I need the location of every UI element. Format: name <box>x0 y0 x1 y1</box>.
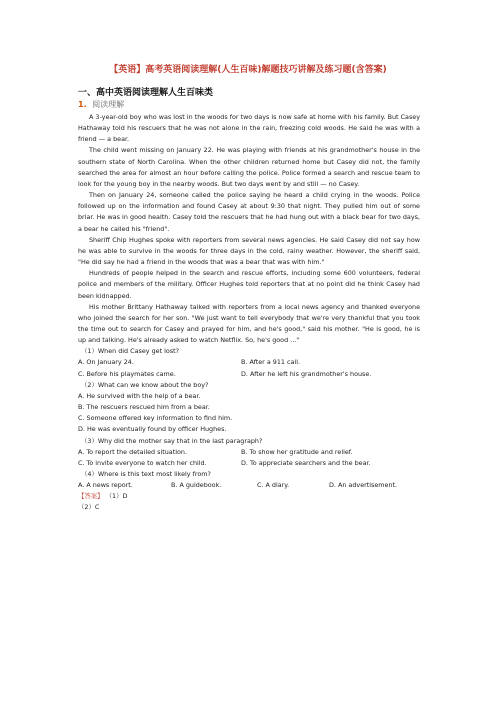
sub-label: 阅读理解 <box>92 100 125 109</box>
option: D. To appreciate searchers and the bear. <box>241 458 371 467</box>
section-heading: 一、高中英语阅读理解人生百味类 <box>78 88 214 98</box>
option: B. After a 911 call. <box>241 358 301 367</box>
option: B. The rescuers rescued him from a bear. <box>78 403 210 412</box>
paragraph: The child went missing on January 22. He was playing with friends at his grandmother's house in the southern state of North Carolina. When the other children returned home but Casey did not, the family searched the area for almost an hour before calling the police. Police formed a search and rescue team to look for the young boy in the nearby woods. But two days went by and still — no Casey. <box>78 146 420 188</box>
paragraph: Then on January 24, someone called the police saying he heard a child crying in the woods. Police followed up on the information and found Casey at about 9:30 that night. They pulled him out of some briar. He was in good health. Casey told the rescuers that he had hung out with a black bear for two days, a bear he called his "friend". <box>78 191 420 233</box>
question-stem: （4）Where is this text most likely from? <box>81 470 211 478</box>
option: D. He was eventually found by officer Hughes. <box>78 425 227 434</box>
passage-body <box>78 112 420 514</box>
option: C. Before his playmates came. <box>78 369 176 378</box>
answer-item: （1）D <box>105 492 128 501</box>
answer-line <box>78 502 420 513</box>
option: B. A guidebook. <box>171 481 222 490</box>
option-row <box>78 480 420 491</box>
option: C. To invite everyone to watch her child. <box>78 458 207 467</box>
option: D. After he left his grandmother's house. <box>241 369 372 378</box>
option: D. An advertisement. <box>329 481 398 490</box>
sub-heading <box>78 99 124 110</box>
question-stem: （3）Why did the mother say that in the last paragraph? <box>81 436 263 445</box>
option: A. A news report. <box>78 481 133 490</box>
option: C. A diary. <box>257 481 290 490</box>
document-title: 【英语】高考英语阅读理解(人生百味)解题技巧讲解及练习题(含答案) <box>109 65 387 75</box>
option-row <box>78 447 420 458</box>
answer-item: （2）C <box>78 503 100 512</box>
paragraph: His mother Brittany Hathaway talked with reporters from a local news agency and thanked everyone who joined the search for her son. "We just want to tell everybody that we're very thankful that you took the time out to search for Casey and prayed for him, and he's good," said his mother. "He is good, he is up and talking. He's already asked to watch Netflix. So, he's good ..." <box>78 302 420 345</box>
paragraph: Hundreds of people helped in the search and rescue efforts, including some 600 volunteers, federal police and members of the military. Officer Hughes told reporters that at no point did he think Casey had been kidnapped. <box>78 269 420 300</box>
answer-label: 【答案】 <box>78 492 104 501</box>
option-row <box>78 357 420 368</box>
option: A. He survived with the help of a bear. <box>78 391 201 400</box>
question-stem: （2）What can we know about the boy? <box>81 380 209 389</box>
option: B. To show her gratitude and relief. <box>241 447 353 456</box>
paragraph: Sheriff Chip Hughes spoke with reporters from several news agencies. He said Casey did not say how he was able to survive in the woods for three days in the cold, rainy weather. However, the sheriff said, "He did say he had a friend in the woods that was a bear that was with him." <box>78 235 420 267</box>
paragraph: A 3-year-old boy who was lost in the woods for two days is now safe at home with his family. But Casey Hathaway told his rescuers that he was not alone in the rain, freezing cold woods. He said he was with a friend — a bear. <box>78 113 420 144</box>
question-stem: （1）When did Casey get lost? <box>81 347 180 356</box>
option: C. Someone offered key information to find him. <box>78 414 233 423</box>
option: A. On January 24. <box>78 358 134 367</box>
option: A. To report the detailed situation. <box>78 447 187 456</box>
option-row <box>78 369 420 380</box>
option-row <box>78 458 420 469</box>
answer-line <box>78 491 420 502</box>
sub-number: 1. <box>78 100 87 109</box>
